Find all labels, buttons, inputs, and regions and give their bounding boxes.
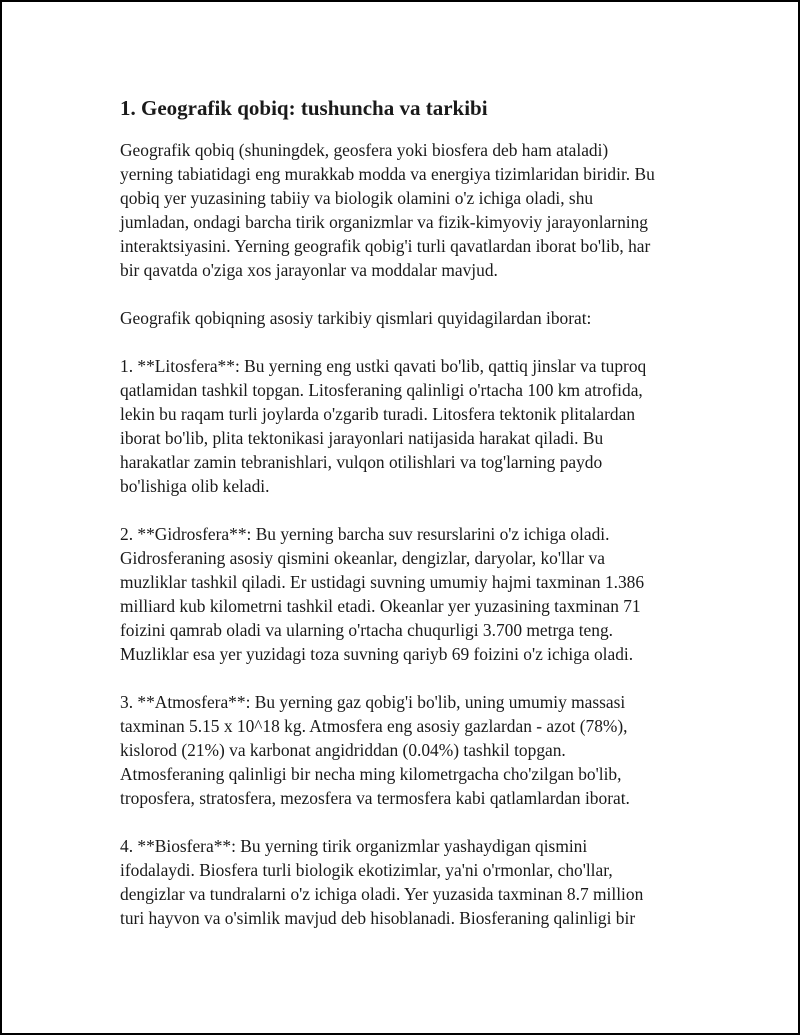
document-content bbox=[120, 94, 710, 954]
paragraph-lithosphere bbox=[120, 354, 710, 498]
paragraph-hydrosphere bbox=[120, 522, 710, 666]
text-line: qatlamidan tashkil topgan. Litosferaning qalinligi o'rtacha 100 km atrofida, bbox=[120, 380, 643, 400]
text-line: troposfera, stratosfera, mezosfera va termosfera kabi qatlamlardan iborat. bbox=[120, 788, 630, 808]
paragraph-biosphere bbox=[120, 834, 710, 930]
text-line: bir qavatda o'ziga xos jarayonlar va moddalar mavjud. bbox=[120, 260, 498, 280]
text-line: Gidrosferaning asosiy qismini okeanlar, dengizlar, daryolar, ko'llar va bbox=[120, 548, 605, 568]
paragraph-intro bbox=[120, 138, 710, 282]
text-line: ifodalaydi. Biosfera turli biologik ekotizimlar, ya'ni o'rmonlar, cho'llar, bbox=[120, 860, 613, 880]
text-line: turi hayvon va o'simlik mavjud deb hisoblanadi. Biosferaning qalinligi bir bbox=[120, 908, 636, 928]
text-line: harakatlar zamin tebranishlari, vulqon otilishlari va tog'larning paydo bbox=[120, 452, 603, 472]
text-line: 3. **Atmosfera**: Bu yerning gaz qobig'i bo'lib, uning umumiy massasi bbox=[120, 692, 626, 712]
text-line: yerning tabiatidagi eng murakkab modda va energiya tizimlaridan biridir. Bu bbox=[120, 164, 655, 184]
text-line: interaktsiyasini. Yerning geografik qobig'i turli qavatlardan iborat bo'lib, har bbox=[120, 236, 651, 256]
text-line: 1. **Litosfera**: Bu yerning eng ustki qavati bo'lib, qattiq jinslar va tuproq bbox=[120, 356, 647, 376]
text-line: Geografik qobiq (shuningdek, geosfera yoki biosfera deb ham ataladi) bbox=[120, 140, 609, 160]
text-line: iborat bo'lib, plita tektonikasi jarayonlari natijasida harakat qiladi. Bu bbox=[120, 428, 604, 448]
text-line: 2. **Gidrosfera**: Bu yerning barcha suv resurslarini o'z ichiga oladi. bbox=[120, 524, 610, 544]
text-line: bo'lishiga olib keladi. bbox=[120, 476, 270, 496]
text-line: taxminan 5.15 x 10^18 kg. Atmosfera eng asosiy gazlardan - azot (78%), bbox=[120, 716, 628, 736]
text-line: milliard kub kilometrni tashkil etadi. Okeanlar yer yuzasining taxminan 71 bbox=[120, 596, 641, 616]
text-line: lekin bu raqam turli joylarda o'zgarib turadi. Litosfera tektonik plitalardan bbox=[120, 404, 636, 424]
section-title: 1. Geografik qobiq: tushuncha va tarkibi bbox=[120, 96, 488, 120]
text-line: Geografik qobiqning asosiy tarkibiy qismlari quyidagilardan iborat: bbox=[120, 308, 592, 328]
text-line: kislorod (21%) va karbonat angidriddan (0.04%) tashkil topgan. bbox=[120, 740, 566, 760]
text-line: muzliklar tashkil qiladi. Er ustidagi suvning umumiy hajmi taxminan 1.386 bbox=[120, 572, 645, 592]
text-line: Atmosferaning qalinligi bir necha ming kilometrgacha cho'zilgan bo'lib, bbox=[120, 764, 622, 784]
text-line: dengizlar va tundralarni o'z ichiga oladi. Yer yuzasida taxminan 8.7 million bbox=[120, 884, 644, 904]
text-line: qobiq yer yuzasining tabiiy va biologik olamini o'z ichiga oladi, shu bbox=[120, 188, 594, 208]
text-line: Muzliklar esa yer yuzidagi toza suvning qariyb 69 foizini o'z ichiga oladi. bbox=[120, 644, 634, 664]
text-line: 4. **Biosfera**: Bu yerning tirik organizmlar yashaydigan qismini bbox=[120, 836, 588, 856]
text-line: foizini qamrab oladi va ularning o'rtacha chuqurligi 3.700 metrga teng. bbox=[120, 620, 613, 640]
paragraph-components-lead bbox=[120, 306, 710, 330]
paragraph-atmosphere bbox=[120, 690, 710, 810]
text-line: jumladan, ondagi barcha tirik organizmlar va fizik-kimyoviy jarayonlarning bbox=[120, 212, 648, 232]
